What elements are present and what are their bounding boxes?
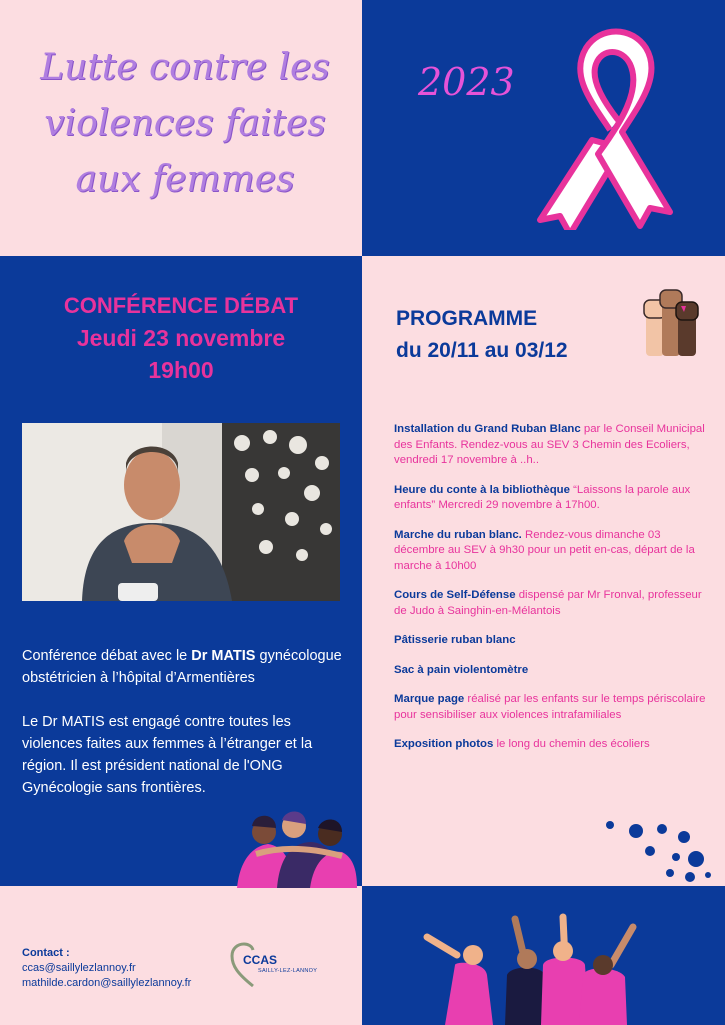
title-line-2: violences faites (44, 103, 326, 144)
programme-heading (396, 303, 568, 367)
logo-name: CCAS (243, 953, 278, 967)
item-text: “Laissons la parole aux enfants” Mercredi 29 novembre à 17h00. (394, 483, 691, 511)
women-hugging-illustration (232, 808, 357, 888)
awareness-ribbon-icon (530, 20, 690, 230)
item-title: Marche du ruban blanc. (394, 528, 522, 541)
item-title: Sac à pain violentomètre (394, 663, 529, 676)
conference-heading: CONFÉRENCE DÉBAT (63, 293, 299, 318)
programme-title: PROGRAMME (396, 307, 538, 330)
contact-email-mathilde[interactable]: mathilde.cardon@saillylezlannoy.fr (22, 977, 192, 989)
intro-prefix: Conférence débat avec le (22, 648, 192, 664)
conference-time: 19h00 (148, 357, 214, 383)
raised-fists-icon (640, 282, 702, 358)
logo-subtitle: SAILLY-LEZ-LANNOY (258, 968, 318, 974)
conference-intro (22, 645, 352, 689)
conference-description (22, 645, 352, 799)
doctor-bio: Le Dr MATIS est engagé contre toutes les violences faites aux femmes à l’étranger et la région. Il est président national de l'ONG Gynécologie sans frontières. (22, 714, 313, 796)
title-line-1: Lutte contre les (40, 47, 330, 88)
list-item (394, 483, 712, 514)
conference-date: Jeudi 23 novembre (76, 325, 286, 351)
item-title: Marque page (394, 693, 465, 705)
poster-title (20, 40, 350, 208)
item-title: Cours de Self-Défense (394, 589, 516, 601)
item-text: réalisé par les enfants sur le temps périscolaire pour sensibiliser aux violences intrafamiliales (394, 693, 706, 721)
item-title: Exposition photos (394, 738, 494, 750)
programme-dates: du 20/11 au 03/12 (396, 339, 568, 362)
title-line-3: aux femmes (75, 159, 295, 200)
item-text: le long du chemin des écoliers (493, 738, 650, 750)
list-item (394, 633, 712, 649)
speaker-photo (22, 423, 340, 601)
list-item (394, 737, 712, 753)
item-text: dispensé par Mr Fronval, professeur de Judo à Sainghin-en-Mélantois (394, 589, 702, 617)
item-title: Installation du Grand Ruban Blanc (394, 423, 581, 435)
year-label: 2023 (418, 60, 515, 104)
women-crowd-illustration (415, 905, 645, 1025)
list-item (394, 528, 712, 575)
item-title: Heure du conte à la bibliothèque (394, 483, 570, 496)
item-text: Rendez-vous dimanche 03 décembre au SEV à 9h30 pour un petit en-cas, départ de la marche à 10h00 (394, 528, 695, 572)
list-item (394, 588, 712, 619)
conference-heading-block (20, 290, 342, 386)
contact-email-ccas[interactable]: ccas@saillylezlannoy.fr (22, 962, 136, 974)
list-item (394, 692, 712, 723)
doctor-name: Dr MATIS (191, 648, 256, 664)
doctor-role: gynécologue obstétricien à l’hôpital d’Armentières (22, 648, 342, 686)
decorative-dots (600, 815, 712, 885)
item-title: Pâtisserie ruban blanc (394, 634, 516, 646)
contact-label: Contact : (22, 947, 70, 959)
list-item (394, 422, 712, 469)
programme-list (394, 422, 712, 767)
list-item (394, 663, 712, 679)
item-text: par le Conseil Municipal des Enfants. Rendez-vous au SEV 3 Chemin des Ecoliers, vendredi 17 novembre à ..h.. (394, 423, 705, 466)
contact-block (22, 946, 191, 991)
